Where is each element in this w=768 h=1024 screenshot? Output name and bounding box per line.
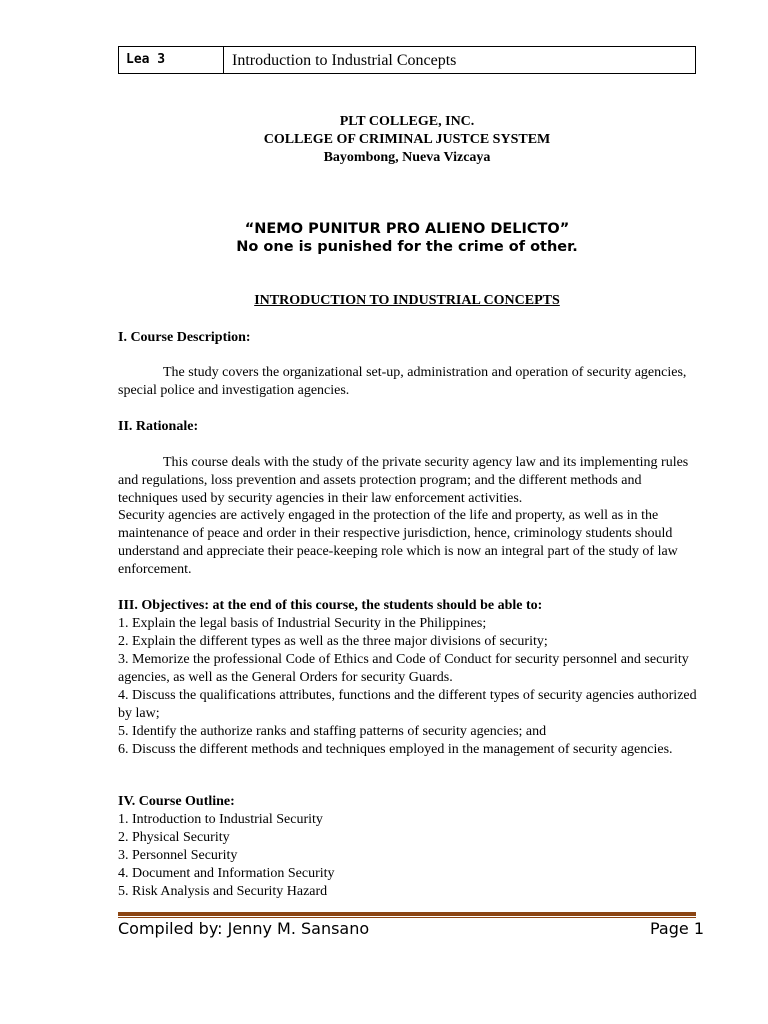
list-item: 1. Explain the legal basis of Industrial Security in the Philippines; <box>118 616 487 631</box>
objectives-heading: III. Objectives: at the end of this course, the students should be able to: <box>118 598 543 613</box>
list-item: 5. Risk Analysis and Security Hazard <box>118 884 328 899</box>
list-item: 3. Personnel Security <box>118 848 238 863</box>
list-item: 2. Physical Security <box>118 830 230 845</box>
motto-translation: No one is punished for the crime of other. <box>236 239 578 255</box>
footer-compiled-by: Compiled by: Jenny M. Sansano <box>118 919 370 938</box>
footer-page-number: Page 1 <box>650 919 704 938</box>
outline-heading: IV. Course Outline: <box>118 794 235 809</box>
list-item: 4. Document and Information Security <box>118 866 335 881</box>
course-title: Introduction to Industrial Concepts <box>232 52 457 69</box>
list-item: 3. Memorize the professional Code of Ethics and Code of Conduct for security personnel and security agencies, as well as the General Orders for security Guards. <box>118 652 689 685</box>
list-item: 2. Explain the different types as well as the three major divisions of security; <box>118 634 548 649</box>
footer-rule-thick <box>118 912 696 916</box>
rationale-text-2: Security agencies are actively engaged in the protection of the life and property, as well as in the maintenance of peace and order in their respective jurisdiction, hence, criminology students should understand and appreciate their peace-keeping role which is now an integral part of the study of law enforcement. <box>118 508 678 577</box>
list-item: 5. Identify the authorize ranks and staffing patterns of security agencies; and <box>118 724 547 739</box>
objectives-list <box>118 615 698 759</box>
header-table <box>118 46 696 74</box>
footer-rule-thin <box>118 917 696 918</box>
course-code: Lea 3 <box>119 47 224 73</box>
course-description-text: The study covers the organizational set-up, administration and operation of security agencies, special police and investigation agencies. <box>118 365 687 398</box>
college-block <box>118 113 696 167</box>
motto-latin: “NEMO PUNITUR PRO ALIENO DELICTO” <box>244 221 570 237</box>
list-item: 6. Discuss the different methods and techniques employed in the management of security agencies. <box>118 742 673 757</box>
college-location: Bayombong, Nueva Vizcaya <box>323 150 491 165</box>
rationale-heading: II. Rationale: <box>118 419 199 434</box>
motto-block <box>118 220 696 256</box>
course-description-heading: I. Course Description: <box>118 330 251 345</box>
outline-list <box>118 811 698 901</box>
college-name: PLT COLLEGE, INC. <box>339 114 475 129</box>
rationale-text-1: This course deals with the study of the private security agency law and its implementing rules and regulations, loss prevention and assets protection program; and the different methods and techniques used by security agencies in their law enforcement activities. <box>118 455 689 506</box>
college-department: COLLEGE OF CRIMINAL JUSTCE SYSTEM <box>263 132 551 147</box>
document-title: INTRODUCTION TO INDUSTRIAL CONCEPTS <box>254 293 560 308</box>
list-item: 1. Introduction to Industrial Security <box>118 812 323 827</box>
list-item: 4. Discuss the qualifications attributes, functions and the different types of security agencies authorized by law; <box>118 688 697 721</box>
